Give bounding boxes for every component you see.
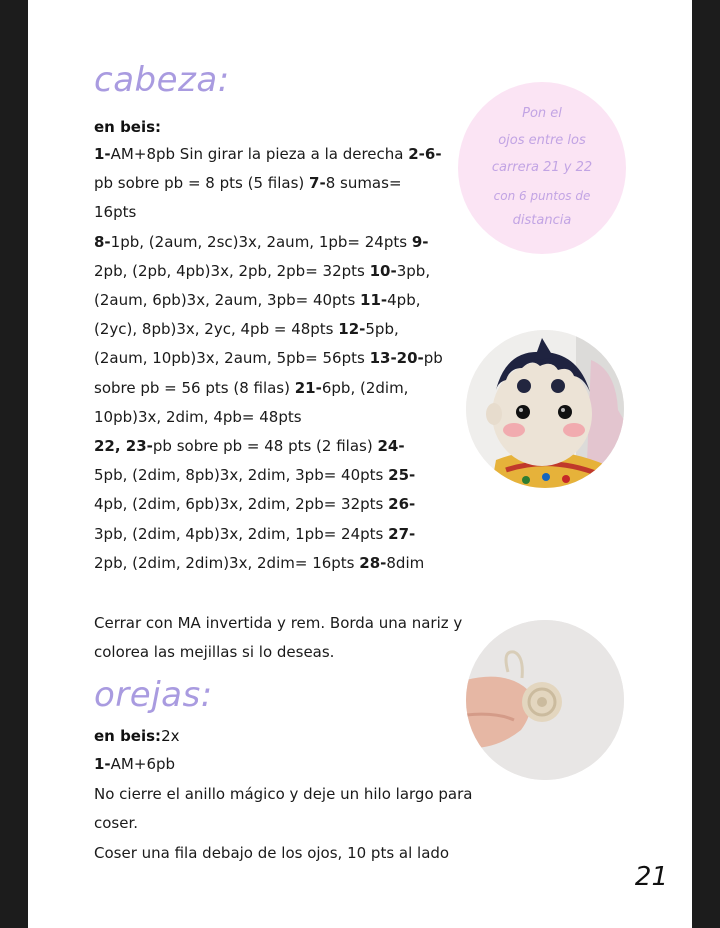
row-number: 28- <box>359 553 387 572</box>
instruction-line <box>94 755 175 773</box>
instruction-line <box>94 291 421 309</box>
ear-photo <box>466 620 624 780</box>
instruction-text: (2aum, 6pb)3x, 2aum, 3pb= 40pts <box>94 291 361 309</box>
subheading-cabeza: en beis: <box>94 118 162 136</box>
instruction-line <box>94 554 424 572</box>
instruction-text: (2aum, 10pb)3x, 2aum, 5pb= 56pts <box>94 349 370 368</box>
row-number: 1- <box>94 145 111 163</box>
ear-illustration <box>466 620 624 780</box>
instruction-line <box>94 203 136 221</box>
note-line: carrera 21 y 22 <box>491 160 593 175</box>
instruction-text: 2pb, (2dim, 2dim)3x, 2dim= 16pts <box>94 553 360 572</box>
instruction-text: (2yc), 8pb)3x, 2yc, 4pb = 48pts <box>94 320 339 339</box>
instruction-text: 4pb, <box>387 291 421 309</box>
instruction-text: 10pb)3x, 2dim, 4pb= 48pts <box>94 407 302 426</box>
instruction-text: AM+6pb <box>110 755 176 773</box>
instruction-line <box>94 437 405 455</box>
doll-head-photo <box>466 330 624 488</box>
row-number: 10- <box>369 261 397 280</box>
instruction-line <box>94 349 443 367</box>
instruction-text: 6pb, (2dim, <box>321 378 409 397</box>
row-number: 12- <box>338 320 366 339</box>
subheading-orejas-count: 2x <box>161 727 180 745</box>
row-number: 26- <box>388 495 416 514</box>
eye-note-bubble <box>458 82 626 254</box>
instruction-text: 5pb, (2dim, 8pb)3x, 2dim, 3pb= 40pts <box>94 466 389 485</box>
row-number: 21- <box>294 378 322 397</box>
closing-line: colorea las mejillas si lo deseas. <box>94 643 335 661</box>
instruction-text: Coser una fila debajo de los ojos, 10 pts al lado <box>94 843 450 862</box>
row-number: 27- <box>388 524 416 543</box>
instruction-line <box>94 495 415 513</box>
instruction-line <box>94 174 402 192</box>
instruction-text: pb <box>423 349 443 368</box>
row-number: 25- <box>388 466 416 485</box>
page <box>28 0 692 928</box>
instruction-line <box>94 145 442 163</box>
instruction-text: 2pb, (2pb, 4pb)3x, 2pb, 2pb= 32pts <box>94 261 370 280</box>
instruction-line <box>94 844 449 862</box>
closing-line: Cerrar con MA invertida y rem. Borda una nariz y <box>94 614 463 632</box>
row-number: 11- <box>360 291 388 309</box>
note-line: distancia <box>512 213 572 228</box>
instruction-line <box>94 814 138 832</box>
doll-head-illustration <box>466 330 624 488</box>
instruction-text: 3pb, <box>396 261 431 280</box>
row-number: 2-6- <box>408 145 442 163</box>
instruction-line <box>94 525 415 543</box>
note-line: ojos entre los <box>498 133 586 148</box>
instruction-text: 3pb, (2dim, 4pb)3x, 2dim, 1pb= 24pts <box>94 524 389 543</box>
instruction-text: pb sobre pb = 8 pts (5 filas) <box>94 174 310 193</box>
instruction-text: 1pb, (2aum, 2sc)3x, 2aum, 1pb= 24pts <box>110 232 412 251</box>
instruction-text: 8dim <box>386 553 425 572</box>
instruction-text: 16pts <box>94 203 137 222</box>
page-number: 21 <box>634 862 668 892</box>
instruction-line <box>94 408 302 426</box>
instruction-text: sobre pb = 56 pts (8 filas) <box>94 378 295 397</box>
instruction-line <box>94 379 408 397</box>
row-number: 1- <box>94 755 111 773</box>
instruction-line <box>94 466 415 484</box>
instruction-line <box>94 233 429 251</box>
heading-cabeza: cabeza: <box>94 60 230 100</box>
instruction-line <box>94 262 430 280</box>
row-number: 8- <box>94 232 111 251</box>
instruction-text: AM+8pb Sin girar la pieza a la derecha <box>110 145 409 163</box>
row-number: 22, 23- <box>94 437 153 455</box>
instruction-text: No cierre el anillo mágico y deje un hilo largo para <box>94 784 473 803</box>
instruction-text: 4pb, (2dim, 6pb)3x, 2dim, 2pb= 32pts <box>94 495 389 514</box>
instruction-text: pb sobre pb = 48 pts (2 filas) <box>152 437 378 455</box>
row-number: 9- <box>411 232 429 251</box>
row-number: 13-20- <box>369 349 424 368</box>
instruction-text: coser. <box>94 814 139 832</box>
note-line: con 6 puntos de <box>493 189 591 203</box>
subheading-orejas-bold: en beis: <box>94 727 162 745</box>
subheading-orejas <box>94 727 179 745</box>
row-number: 7- <box>309 174 326 193</box>
instruction-text: 8 sumas= <box>325 174 402 193</box>
note-line: Pon el <box>522 106 562 121</box>
instruction-text: 5pb, <box>365 320 399 339</box>
row-number: 24- <box>377 437 405 455</box>
instruction-line <box>94 320 399 338</box>
instruction-line <box>94 785 472 803</box>
heading-orejas: orejas: <box>94 675 213 715</box>
